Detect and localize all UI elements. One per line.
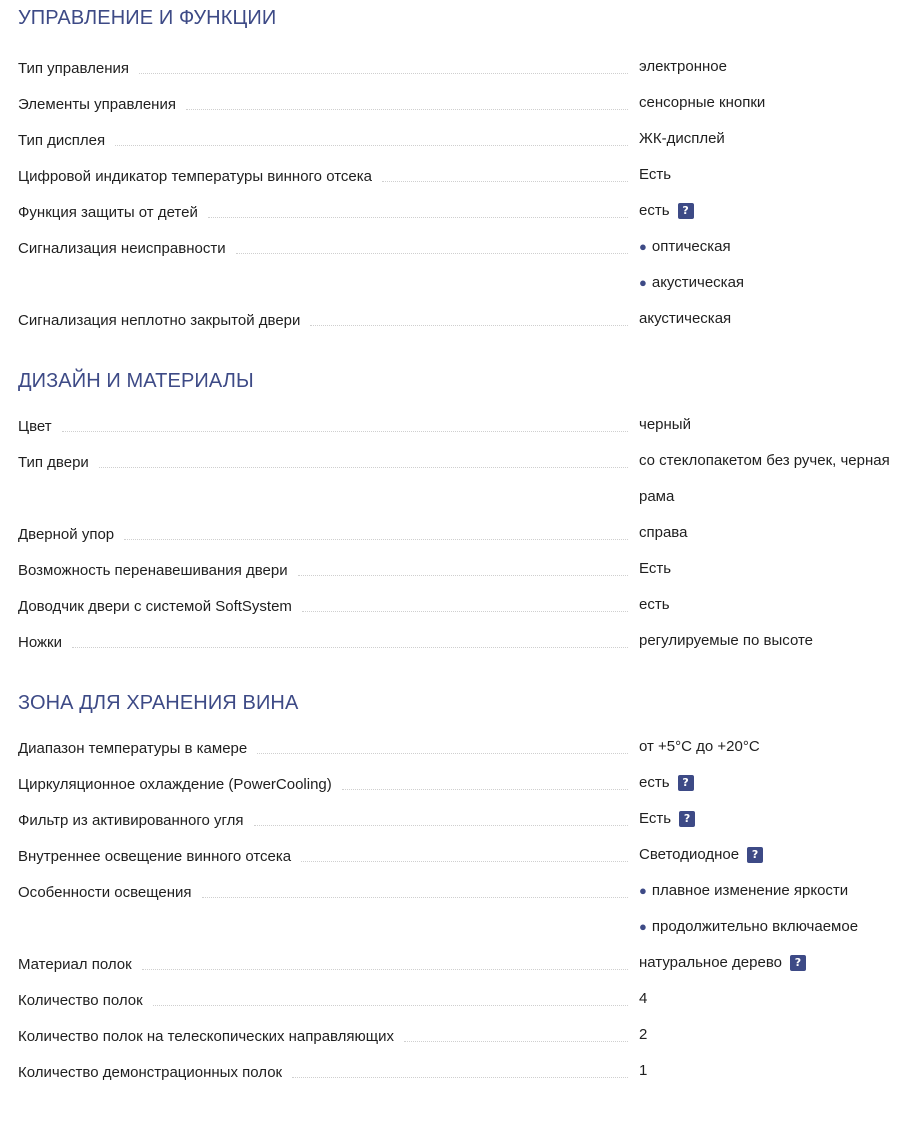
spec-value: Есть [639, 166, 672, 183]
spec-label: Количество полок [18, 992, 143, 1009]
spec-value: продолжительно включаемое [651, 918, 859, 935]
spec-row [18, 49, 913, 85]
spec-label: Сигнализация неплотно закрытой двери [18, 312, 301, 329]
spec-value: со стеклопакетом без ручек, черная [639, 452, 890, 469]
dotted-leader [124, 539, 628, 540]
bullet-icon: ● [639, 275, 647, 290]
spec-label-cell [18, 1017, 628, 1053]
spec-value-cell [639, 407, 913, 443]
spec-label-cell [18, 623, 628, 659]
spec-label-cell [18, 765, 628, 801]
spec-value-line [639, 479, 913, 515]
spec-label: Количество полок на телескопических направляющих [18, 1028, 395, 1045]
spec-value: электронное [639, 58, 727, 75]
dotted-leader [310, 325, 628, 326]
spec-value-cell [639, 515, 913, 551]
spec-row [18, 515, 913, 551]
spec-value-cell [639, 121, 913, 157]
dotted-leader [254, 825, 628, 826]
spec-value-cell [639, 301, 913, 337]
spec-label-cell [18, 587, 628, 623]
dotted-leader [62, 431, 628, 432]
spec-value-cell [639, 873, 913, 945]
spec-value-line [639, 837, 913, 873]
spec-label-cell [18, 945, 628, 981]
spec-value-cell [639, 85, 913, 121]
spec-value-cell [639, 587, 913, 623]
spec-label: Сигнализация неисправности [18, 240, 226, 257]
spec-value: 4 [639, 990, 648, 1007]
spec-label: Фильтр из активированного угля [18, 812, 244, 829]
section-title-wine-zone: ЗОНА ДЛЯ ХРАНЕНИЯ ВИНА [18, 692, 299, 714]
spec-value-line [639, 587, 913, 623]
spec-label: Дверной упор [18, 526, 115, 543]
spec-value: есть [639, 596, 670, 613]
spec-row [18, 443, 913, 515]
spec-label-cell [18, 801, 628, 837]
spec-value: от +5°C до +20°C [639, 738, 760, 755]
help-icon[interactable]: ? [678, 775, 694, 791]
dotted-leader [382, 181, 628, 182]
spec-label: Ножки [18, 634, 62, 651]
dotted-leader [257, 753, 628, 754]
section-rows-controls [18, 49, 913, 337]
spec-row [18, 837, 913, 873]
spec-label: Возможность перенавешивания двери [18, 562, 288, 579]
spec-value: плавное изменение яркости [651, 882, 849, 899]
dotted-leader [342, 789, 628, 790]
section-title-design: ДИЗАЙН И МАТЕРИАЛЫ [18, 370, 254, 392]
spec-row [18, 587, 913, 623]
spec-value: акустическая [651, 274, 745, 291]
spec-value-line [639, 945, 913, 981]
spec-value-line [639, 729, 913, 765]
spec-value-line [639, 443, 913, 479]
spec-row [18, 801, 913, 837]
spec-value: есть [639, 774, 670, 791]
spec-label-cell [18, 157, 628, 193]
dotted-leader [153, 1005, 628, 1006]
spec-list [18, 0, 913, 1089]
spec-value-line [639, 551, 913, 587]
spec-value: 1 [639, 1062, 648, 1079]
spec-label-cell [18, 729, 628, 765]
spec-value-cell [639, 729, 913, 765]
spec-label-cell [18, 443, 628, 479]
spec-value: Светодиодное [639, 846, 740, 863]
spec-value: ЖК-дисплей [639, 130, 725, 147]
spec-row [18, 229, 913, 301]
dotted-leader [186, 109, 628, 110]
spec-value-line [639, 801, 913, 837]
spec-value: рама [639, 488, 675, 505]
spec-value-line [639, 909, 913, 945]
spec-value-line [639, 407, 913, 443]
dotted-leader [236, 253, 628, 254]
dotted-leader [99, 467, 628, 468]
spec-value-cell [639, 765, 913, 801]
spec-value-cell [639, 1017, 913, 1053]
spec-label: Функция защиты от детей [18, 204, 198, 221]
spec-row [18, 85, 913, 121]
spec-row [18, 1017, 913, 1053]
spec-value-line [639, 49, 913, 85]
spec-value: оптическая [651, 238, 731, 255]
spec-value: Есть [639, 560, 672, 577]
spec-label-cell [18, 981, 628, 1017]
spec-value: сенсорные кнопки [639, 94, 766, 111]
section-rows-wine-zone [18, 729, 913, 1089]
spec-value-line [639, 981, 913, 1017]
dotted-leader [298, 575, 628, 576]
section-title-controls: УПРАВЛЕНИЕ И ФУНКЦИИ [18, 7, 277, 29]
dotted-leader [292, 1077, 628, 1078]
spec-value-line [639, 157, 913, 193]
spec-value-cell [639, 945, 913, 981]
dotted-leader [301, 861, 628, 862]
spec-label-cell [18, 301, 628, 337]
section-rows-design [18, 407, 913, 659]
spec-value-cell [639, 443, 913, 515]
spec-value-cell [639, 801, 913, 837]
spec-row [18, 193, 913, 229]
spec-value-line [639, 193, 913, 229]
spec-value-cell [639, 981, 913, 1017]
spec-row [18, 121, 913, 157]
spec-label-cell [18, 551, 628, 587]
spec-value-line [639, 1053, 913, 1089]
dotted-leader [139, 73, 628, 74]
spec-label: Тип дисплея [18, 132, 106, 149]
help-icon[interactable]: ? [790, 955, 806, 971]
spec-value-line [639, 765, 913, 801]
spec-label: Цвет [18, 418, 52, 435]
help-icon[interactable]: ? [678, 203, 694, 219]
spec-label: Внутреннее освещение винного отсека [18, 848, 292, 865]
dotted-leader [115, 145, 628, 146]
dotted-leader [142, 969, 628, 970]
spec-label: Особенности освещения [18, 884, 192, 901]
spec-value-cell [639, 837, 913, 873]
spec-label: Диапазон температуры в камере [18, 740, 248, 757]
spec-value-cell [639, 193, 913, 229]
spec-value-cell [639, 1053, 913, 1089]
spec-label-cell [18, 873, 628, 909]
spec-value-line [639, 301, 913, 337]
spec-row [18, 157, 913, 193]
spec-label: Циркуляционное охлаждение (PowerCooling) [18, 776, 332, 793]
bullet-icon: ● [639, 239, 647, 254]
dotted-leader [72, 647, 628, 648]
spec-label: Количество демонстрационных полок [18, 1064, 283, 1081]
spec-row [18, 551, 913, 587]
spec-label: Тип двери [18, 454, 89, 471]
bullet-icon: ● [639, 883, 647, 898]
spec-value-line [639, 873, 913, 909]
spec-value: есть [639, 202, 670, 219]
spec-value-line [639, 265, 913, 301]
spec-label: Доводчик двери с системой SoftSystem [18, 598, 292, 615]
spec-row [18, 623, 913, 659]
dotted-leader [302, 611, 628, 612]
spec-value: Есть [639, 810, 672, 827]
bullet-icon: ● [639, 919, 647, 934]
spec-value-cell [639, 623, 913, 659]
spec-label-cell [18, 837, 628, 873]
spec-row [18, 1053, 913, 1089]
spec-label-cell [18, 1053, 628, 1089]
spec-value-line [639, 623, 913, 659]
spec-row [18, 873, 913, 945]
spec-label: Цифровой индикатор температуры винного отсека [18, 168, 372, 185]
spec-row [18, 407, 913, 443]
spec-label-cell [18, 193, 628, 229]
spec-value: черный [639, 416, 691, 433]
spec-value: акустическая [639, 310, 732, 327]
spec-row [18, 729, 913, 765]
spec-value: 2 [639, 1026, 648, 1043]
spec-label-cell [18, 121, 628, 157]
spec-label-cell [18, 515, 628, 551]
help-icon[interactable]: ? [747, 847, 763, 863]
dotted-leader [208, 217, 628, 218]
spec-row [18, 765, 913, 801]
spec-row [18, 945, 913, 981]
spec-value-line [639, 121, 913, 157]
spec-label-cell [18, 229, 628, 265]
spec-label-cell [18, 49, 628, 85]
spec-value: справа [639, 524, 688, 541]
spec-label-cell [18, 407, 628, 443]
spec-label-cell [18, 85, 628, 121]
dotted-leader [202, 897, 628, 898]
spec-row [18, 981, 913, 1017]
spec-value: натуральное дерево [639, 954, 782, 971]
spec-value-line [639, 1017, 913, 1053]
spec-label: Материал полок [18, 956, 132, 973]
spec-value-cell [639, 157, 913, 193]
help-icon[interactable]: ? [679, 811, 695, 827]
spec-value-line [639, 515, 913, 551]
spec-value: регулируемые по высоте [639, 632, 814, 649]
spec-value-cell [639, 551, 913, 587]
spec-value-line [639, 229, 913, 265]
spec-value-cell [639, 229, 913, 301]
spec-value-cell [639, 49, 913, 85]
spec-value-line [639, 85, 913, 121]
spec-label: Тип управления [18, 60, 129, 77]
dotted-leader [404, 1041, 628, 1042]
spec-row [18, 301, 913, 337]
spec-label: Элементы управления [18, 96, 176, 113]
